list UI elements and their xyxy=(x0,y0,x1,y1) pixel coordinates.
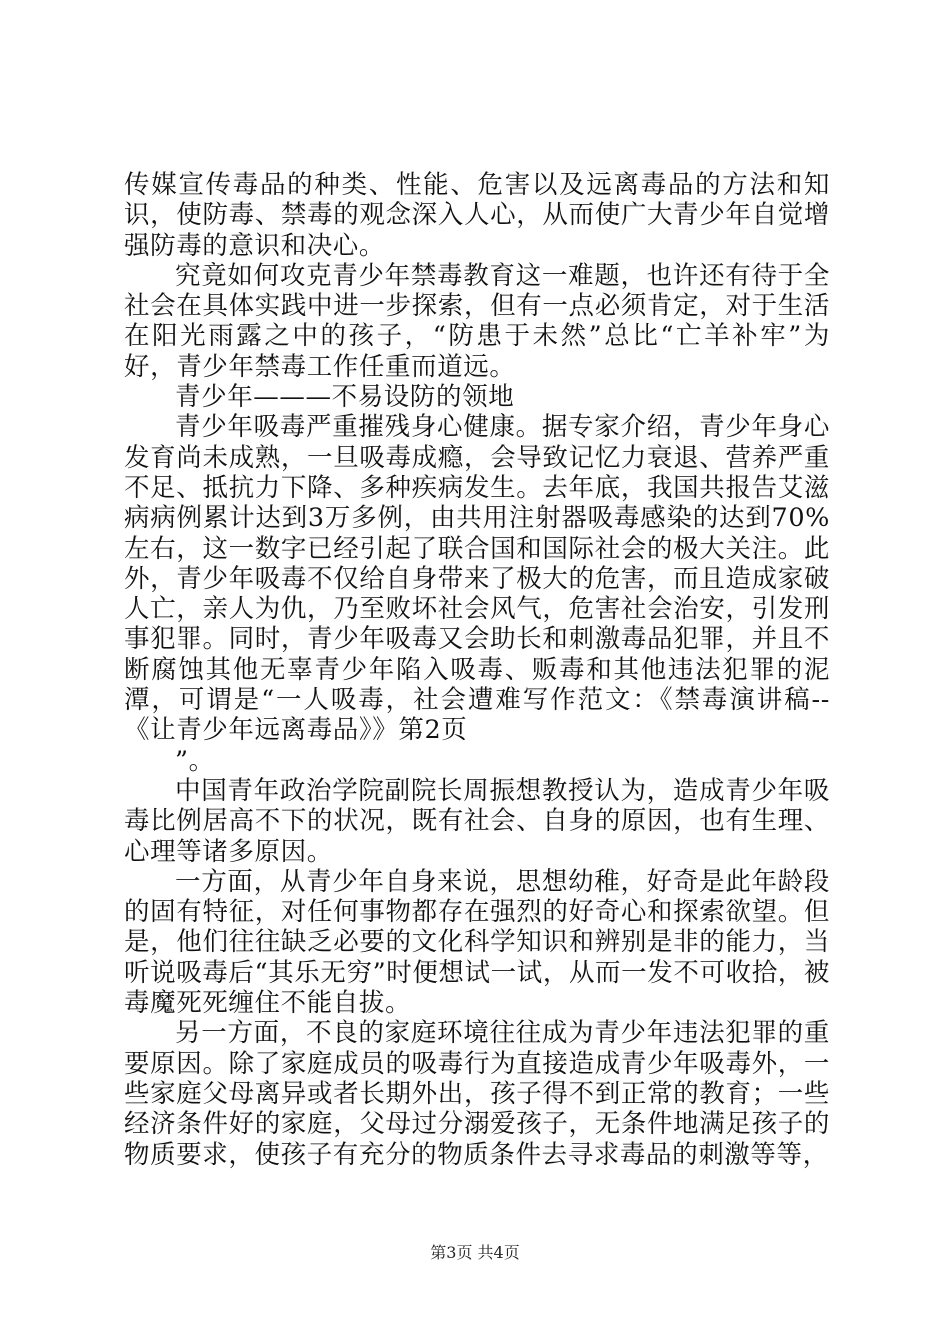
page-footer: 第3页 共4页 xyxy=(430,1243,520,1262)
paragraph-continuation: 传媒宣传毒品的种类、性能、危害以及远离毒品的方法和知识，使防毒、禁毒的观念深入人心，从而使广大青少年自觉增强防毒的意识和决心。 xyxy=(124,170,830,261)
section-heading: 青少年———不易设防的领地 xyxy=(175,382,515,413)
paragraph-fragment: ”。 xyxy=(175,745,215,776)
paragraph: 一方面，从青少年自身来说，思想幼稚，好奇是此年龄段的固有特征，对任何事物都存在强烈的好奇心和探索欲望。但是，他们往往缺乏必要的文化科学知识和辨别是非的能力，当听说吸毒后“其乐无穷”时便想试一试，从而一发不可收拾，被毒魔死死缠住不能自拔。 xyxy=(124,866,830,1019)
paragraph: 中国青年政治学院副院长周振想教授认为，造成青少年吸毒比例居高不下的状况，既有社会、自身的原因，也有生理、心理等诸多原因。 xyxy=(124,775,830,867)
paragraph: 另一方面，不良的家庭环境往往成为青少年违法犯罪的重要原因。除了家庭成员的吸毒行为直接造成青少年吸毒外，一些家庭父母离异或者长期外出，孩子得不到正常的教育；一些经济条件好的家庭，父母过分溺爱孩子，无条件地满足孩子的物质要求，使孩子有充分的物质条件去寻求毒品的刺激等等， xyxy=(124,1018,830,1170)
paragraph: 青少年吸毒严重摧残身心健康。据专家介绍，青少年身心发育尚未成熟，一旦吸毒成瘾，会导致记忆力衰退、营养严重不足、抵抗力下降、多种疾病发生。去年底，我国共报告艾滋病病例累计达到3万多例，由共用注射器吸毒感染的达到70%左右，这一数字已经引起了联合国和国际社会的极大关注。此外，青少年吸毒不仅给自身带来了极大的危害，而且造成家破人亡，亲人为仇，乃至败坏社会风气，危害社会治安，引发刑事犯罪。同时，青少年吸毒又会助长和刺激毒品犯罪，并且不断腐蚀其他无辜青少年陷入吸毒、贩毒和其他违法犯罪的泥潭，可谓是“一人吸毒，社会遭难写作范文：《禁毒演讲稿--《让青少年远离毒品》》第2页 xyxy=(124,412,830,746)
document-body xyxy=(124,170,830,1170)
paragraph: 究竟如何攻克青少年禁毒教育这一难题，也许还有待于全社会在具体实践中进一步探索，但有一点必须肯定，对于生活在阳光雨露之中的孩子，“防患于未然”总比“亡羊补牢”为好，青少年禁毒工作任重而道远。 xyxy=(124,260,830,382)
